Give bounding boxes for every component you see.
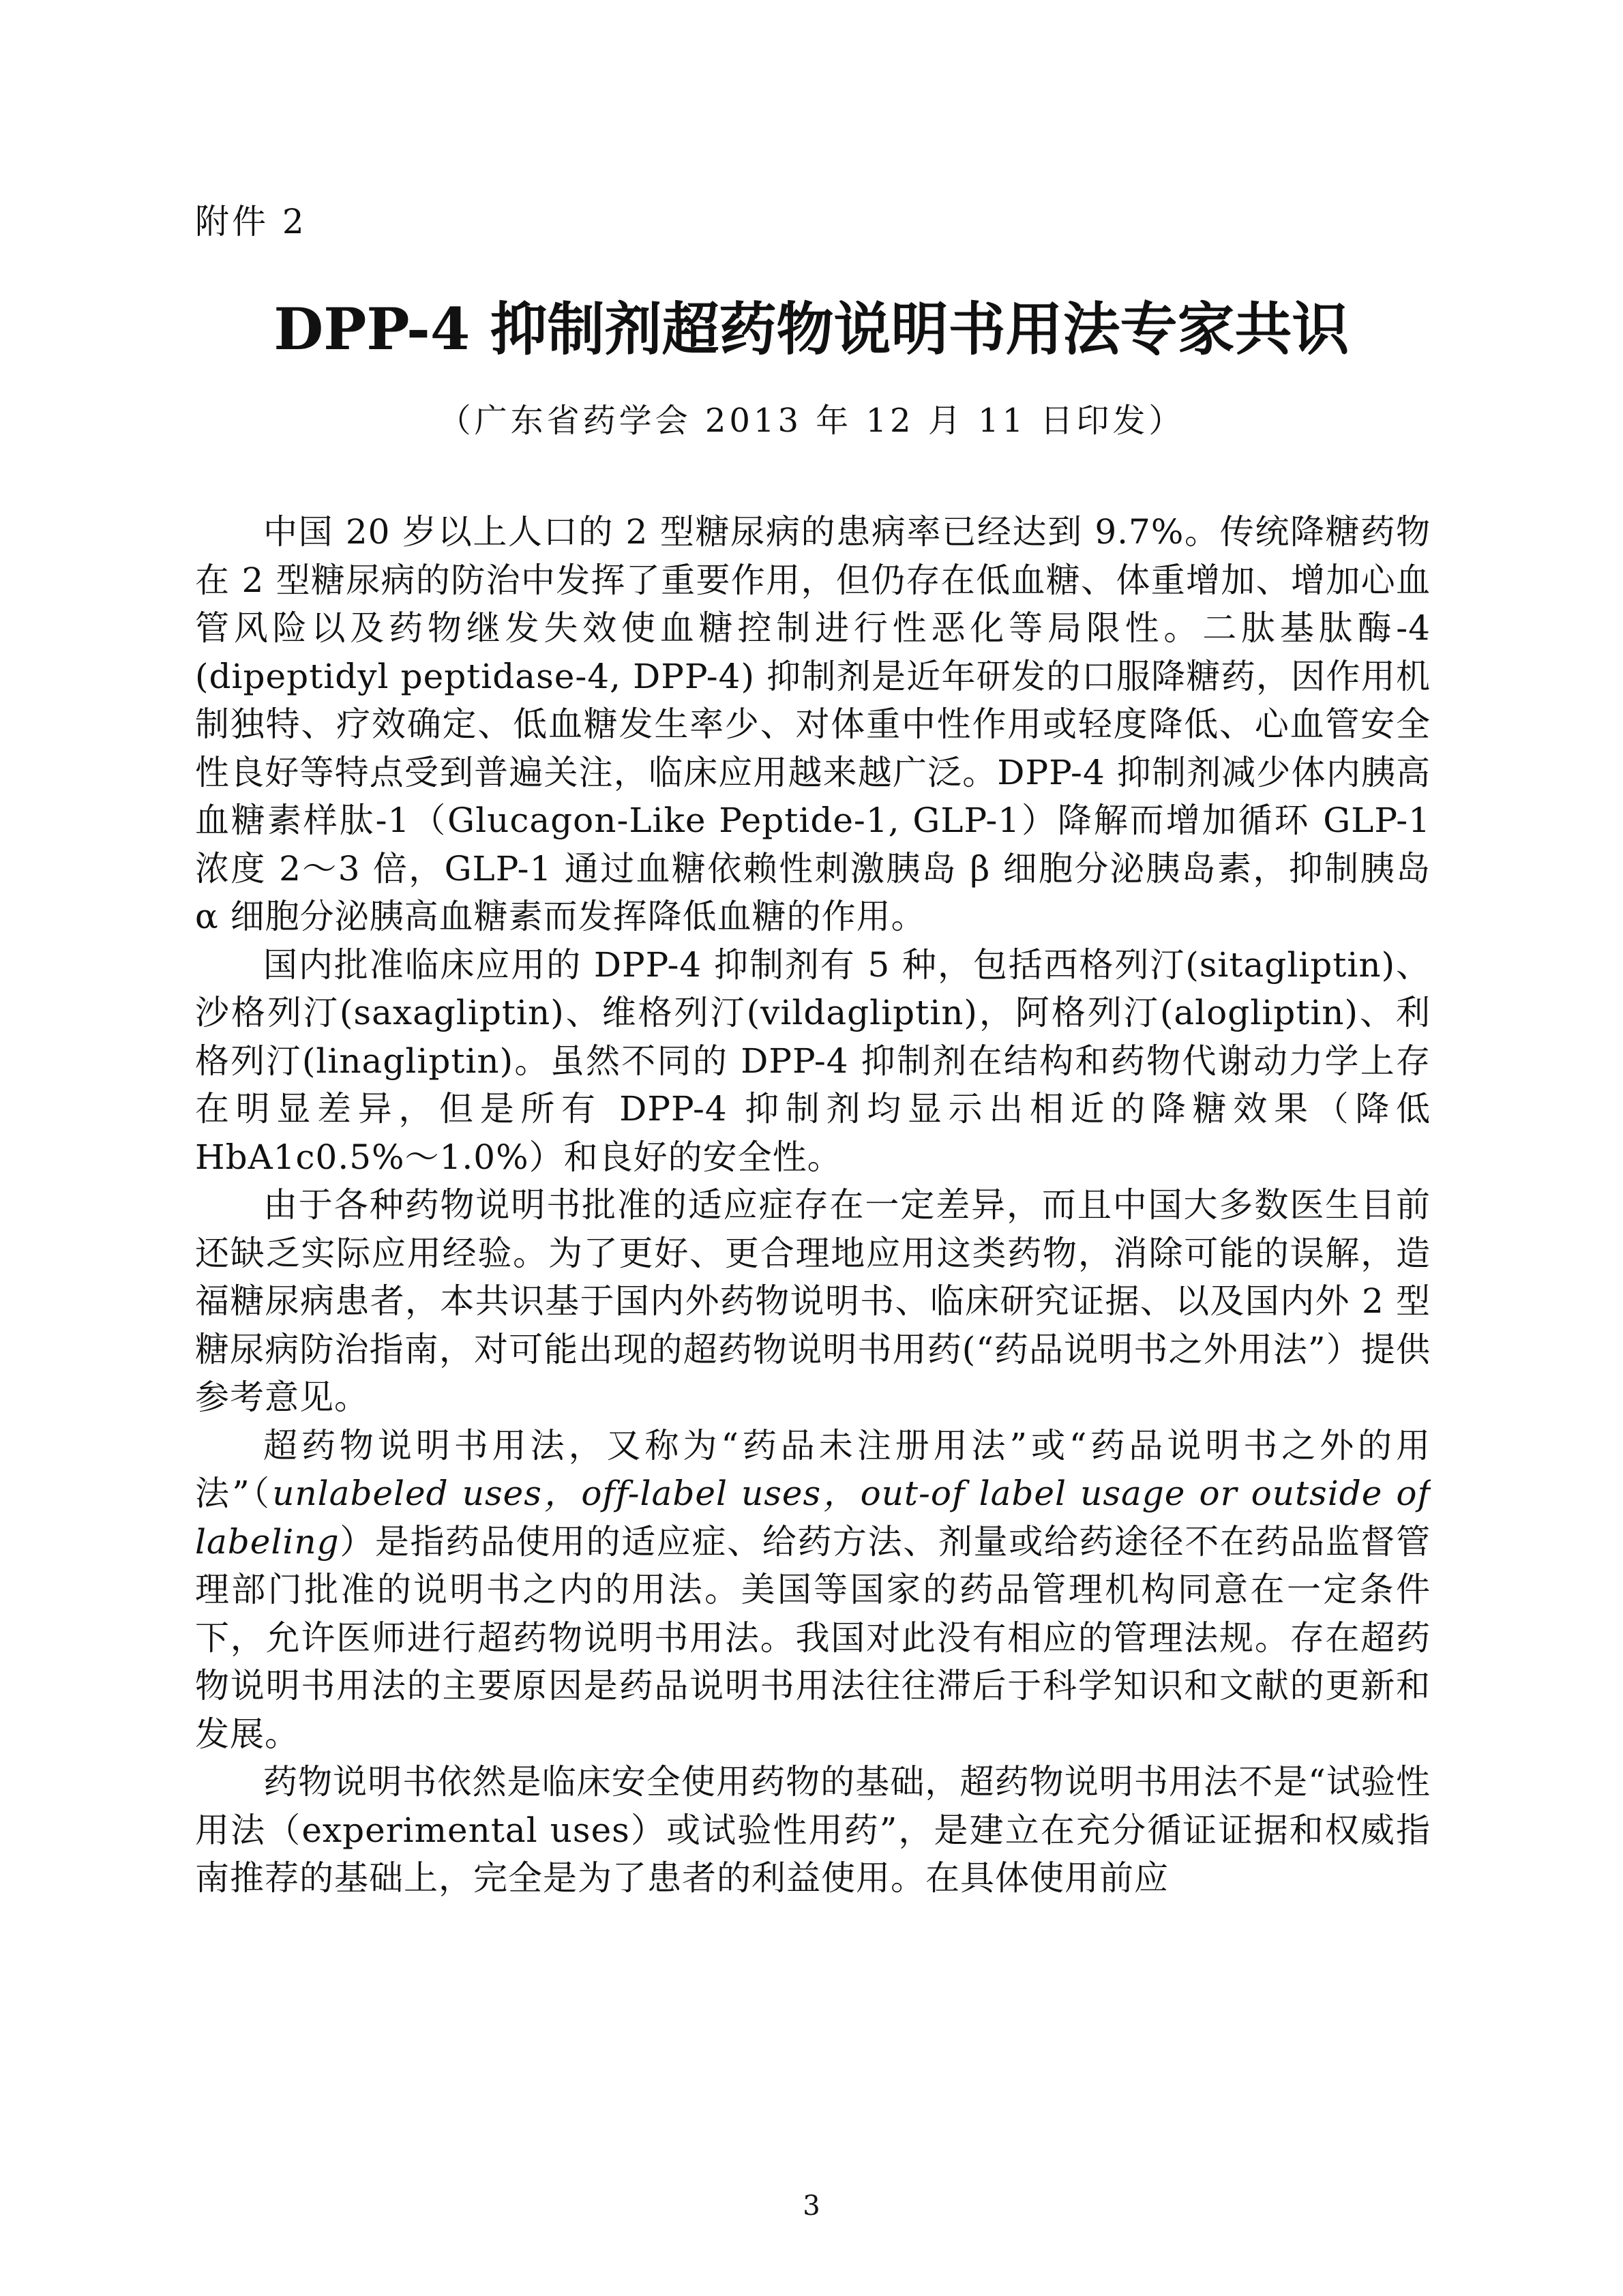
off-label-terms: unlabeled uses，off-label uses，out-of label usage or outside of labeling (195, 1474, 1431, 1562)
document-title: DPP-4 抑制剂超药物说明书用法专家共识 (273, 295, 1350, 363)
issuing-note: （广东省药学会 2013 年 12 月 11 日印发） (438, 402, 1185, 440)
paragraph-text: 超药物说明书用法，又称为“药品未注册用法”或“药品说明书之外的用法”（ (195, 1425, 1431, 1513)
body-text (195, 508, 1431, 2162)
page-number: 3 (803, 2190, 820, 2222)
paragraph-prevalence: 中国 20 岁以上人口的 2 型糖尿病的患病率已经达到 9.7%。传统降糖药物在 2 型糖尿病的防治中发挥了重要作用，但仍存在低血糖、体重增加、增加心血管风险以及药物继发失效使血糖控制进行性恶化等局限性。二肽基肽酶-4 (dipeptidyl peptidase-4, DPP-4) 抑制剂是近年研发的口服降糖药，因作用机制独特、疗效确定、低血糖发生率少、对体重中性作用或轻度降低、心血管安全性良好等特点受到普遍关注，临床应用越来越广泛。DPP-4 抑制剂减少体内胰高血糖素样肽-1（Glucagon-Like Peptide-1, GLP-1）降解而增加循环 GLP-1 浓度 2～3 倍，GLP-1 通过血糖依赖性刺激胰岛 β 细胞分泌胰岛素，抑制胰岛 α 细胞分泌胰高血糖素而发挥降低血糖的作用。 (195, 512, 1431, 936)
paragraph-off-label-definition (195, 1422, 1431, 1759)
paragraph-text: ）是指药品使用的适应症、给药方法、剂量或给药途径不在药品监督管理部门批准的说明书之内的用法。美国等国家的药品管理机构同意在一定条件下，允许医师进行超药物说明书用法。我国对此没有相应的管理法规。存在超药物说明书用法的主要原因是药品说明书用法往往滞后于科学知识和文献的更新和发展。 (195, 1521, 1431, 1754)
paragraph-approved-drugs: 国内批准临床应用的 DPP-4 抑制剂有 5 种，包括西格列汀(sitagliptin)、沙格列汀(saxagliptin)、维格列汀(vildagliptin)，阿格列汀(alogliptin)、利格列汀(linagliptin)。虽然不同的 DPP-4 抑制剂在结构和药物代谢动力学上存在明显差异，但是所有 DPP-4 抑制剂均显示出相近的降糖效果（降低 HbA1c0.5%～1.0%）和良好的安全性。 (195, 944, 1431, 1177)
paragraph-purpose: 由于各种药物说明书批准的适应症存在一定差异，而且中国大多数医生目前还缺乏实际应用经验。为了更好、更合理地应用这类药物，消除可能的误解，造福糖尿病患者，本共识基于国内外药物说明书、临床研究证据、以及国内外 2 型糖尿病防治指南，对可能出现的超药物说明书用药(“药品说明书之外用法”）提供参考意见。 (195, 1185, 1431, 1417)
paragraph-label-basis: 药物说明书依然是临床安全使用药物的基础，超药物说明书用法不是“试验性用法（experimental uses）或试验性用药”，是建立在充分循证证据和权威指南推荐的基础上，完全是为了患者的利益使用。在具体使用前应 (195, 1762, 1431, 1898)
attachment-label: 附件 2 (195, 202, 307, 241)
